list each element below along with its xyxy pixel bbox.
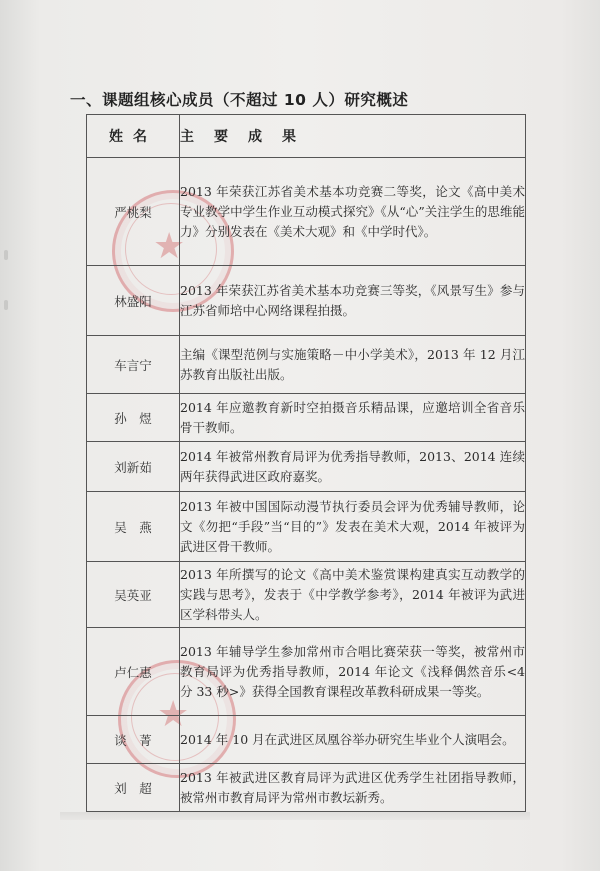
section-heading: 一、课题组核心成员（不超过 10 人）研究概述 bbox=[70, 91, 409, 109]
bleed-through-line bbox=[60, 812, 530, 820]
member-achievement: 2013 年辅导学生参加常州市合唱比赛荣获一等奖，被常州市教育局评为优秀指导教师，2014 年论文《浅释偶然音乐<4 分 33 秒>》获得全国教育课程改革教科研成果一等奖。 bbox=[180, 628, 526, 716]
binding-hole bbox=[4, 300, 8, 310]
seal-star-icon: ★ bbox=[157, 694, 190, 735]
member-achievement: 2014 年应邀教育新时空拍摄音乐精品课，应邀培训全省音乐骨干教师。 bbox=[180, 394, 526, 442]
table-header-row bbox=[87, 115, 526, 158]
member-name: 卢仁惠 bbox=[87, 628, 180, 716]
table-row bbox=[87, 628, 526, 716]
member-name: 刘新茹 bbox=[87, 442, 180, 492]
table-row bbox=[87, 442, 526, 492]
member-name: 林盛阳 bbox=[87, 266, 180, 336]
member-name: 严桃梨 bbox=[87, 158, 180, 266]
member-achievement: 2013 年荣获江苏省美术基本功竞赛三等奖，《风景写生》参与江苏省师培中心网络课程拍摄。 bbox=[180, 266, 526, 336]
members-table bbox=[86, 114, 526, 812]
table-row bbox=[87, 562, 526, 628]
member-name: 吴 燕 bbox=[87, 492, 180, 562]
member-name: 刘 超 bbox=[87, 764, 180, 812]
member-achievement: 主编《课型范例与实施策略－中小学美术》，2013 年 12 月江苏教育出版社出版。 bbox=[180, 336, 526, 394]
table-row bbox=[87, 764, 526, 812]
member-achievement: 2014 年 10 月在武进区凤凰谷举办研究生毕业个人演唱会。 bbox=[180, 716, 526, 764]
table-row bbox=[87, 394, 526, 442]
member-name: 车言宁 bbox=[87, 336, 180, 394]
table-row bbox=[87, 716, 526, 764]
column-header-achievement: 主要成果 bbox=[180, 115, 526, 158]
member-name: 吴英亚 bbox=[87, 562, 180, 628]
seal-star-icon: ★ bbox=[153, 226, 186, 267]
member-achievement: 2013 年所撰写的论文《高中美术鉴赏课构建真实互动教学的实践与思考》，发表于《中学教学参考》，2014 年被评为武进区学科带头人。 bbox=[180, 562, 526, 628]
member-achievement: 2014 年被常州教育局评为优秀指导教师，2013、2014 连续两年获得武进区政府嘉奖。 bbox=[180, 442, 526, 492]
member-achievement: 2013 年被中国国际动漫节执行委员会评为优秀辅导教师，论文《勿把“手段”当“目的”》发表在美术大观，2014 年被评为武进区骨干教师。 bbox=[180, 492, 526, 562]
table-row bbox=[87, 158, 526, 266]
member-name: 谈 菁 bbox=[87, 716, 180, 764]
member-achievement: 2013 年荣获江苏省美术基本功竞赛二等奖，论文《高中美术专业教学中学生作业互动模式探究》《从“心”关注学生的思维能力》分别发表在《美术大观》和《中学时代》。 bbox=[180, 158, 526, 266]
table-row bbox=[87, 266, 526, 336]
member-name: 孙 煜 bbox=[87, 394, 180, 442]
column-header-name: 姓名 bbox=[87, 115, 180, 158]
table-row bbox=[87, 492, 526, 562]
binding-hole bbox=[4, 250, 8, 260]
member-achievement: 2013 年被武进区教育局评为武进区优秀学生社团指导教师，被常州市教育局评为常州市教坛新秀。 bbox=[180, 764, 526, 812]
table-row bbox=[87, 336, 526, 394]
